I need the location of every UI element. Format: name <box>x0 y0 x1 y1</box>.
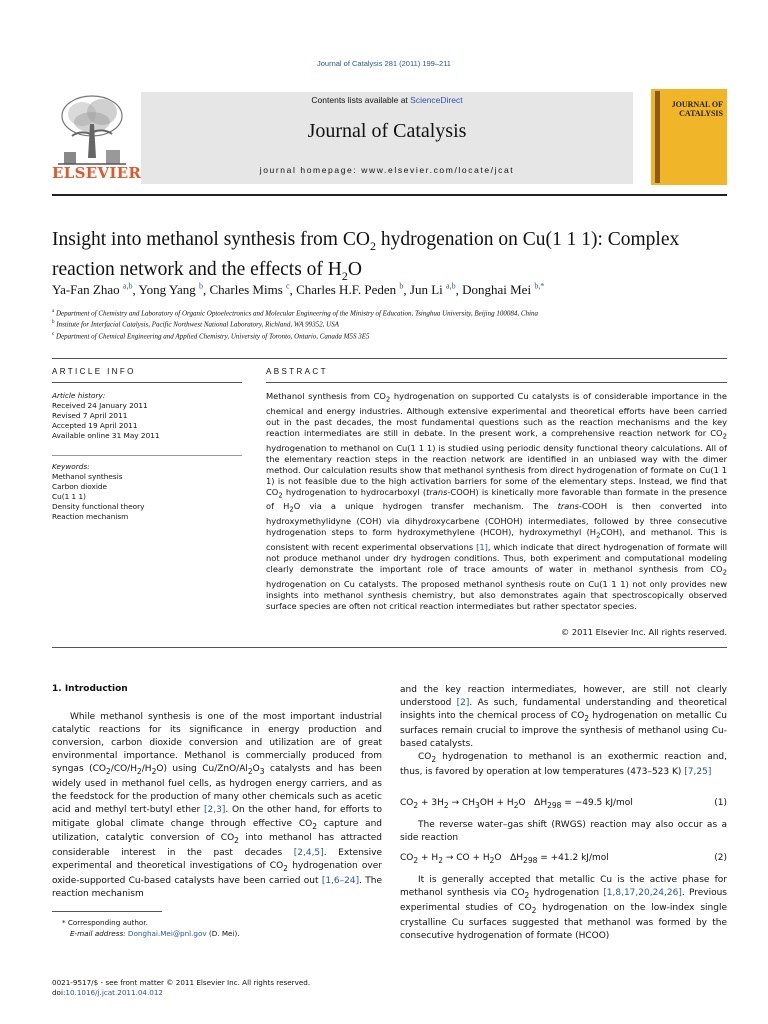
sub: 2 <box>136 767 142 777</box>
sub: 3 <box>475 800 480 810</box>
text: . The reaction mechanism <box>52 876 382 900</box>
elsevier-logo[interactable] <box>52 92 142 184</box>
paragraph <box>400 874 727 943</box>
eq-text: ΔH <box>510 853 524 863</box>
text: . Previous experimental studies of CO <box>400 888 727 913</box>
text: hydrogenation over oxide-supported Cu-based catalysts have been carried out <box>52 861 382 887</box>
email-link[interactable]: Donghai.Mei@pnl.gov <box>127 928 207 938</box>
eq-text: + 3H <box>418 798 444 808</box>
sub: 298 <box>523 855 538 865</box>
sub: 2 <box>278 491 283 500</box>
intro-right-column-3 <box>400 874 727 943</box>
intro-right-column-2 <box>400 819 727 845</box>
text: /H <box>141 764 152 775</box>
text: CO <box>418 752 432 763</box>
sub: 2 <box>722 568 727 577</box>
affiliation-text: Department of Chemistry and Laboratory of Organic Optoelectronics and Molecular Engineering of the Ministry of Education, Tsinghua University, Beijing 100084, China <box>55 309 538 318</box>
title-part: hydrogenation on Cu(1 1 1): Complex reaction network and the effects of H <box>52 229 680 280</box>
author-list: Ya-Fan Zhao $^{a,b}$, Yong Yang $^b$, Charles Mims $^c$, Charles H.F. Peden $^b$, Jun Li $^{a,b}$, Donghai Mei $^{b,*}$ <box>52 282 545 298</box>
citation-link[interactable]: [1] <box>476 541 488 552</box>
keyword-item: Density functional theory <box>52 502 145 511</box>
eq-text: O <box>518 798 526 808</box>
sub: 2 <box>524 890 530 900</box>
author[interactable] <box>139 282 203 297</box>
author-sup: b,* <box>534 282 545 291</box>
sub: 2 <box>106 767 111 777</box>
text: hydrogenation to methanol is an exothermic reaction and, thus, is favored by operation at low temperatures (473–523 K) <box>400 752 727 778</box>
author[interactable] <box>296 282 403 297</box>
sub: 2 <box>489 855 495 865</box>
sub: 2 <box>283 864 288 874</box>
citation-link[interactable]: [2] <box>456 698 470 709</box>
eq-text: → CO + H <box>442 853 490 863</box>
footnote-rule <box>52 911 162 912</box>
eq-text: = −49.5 kJ/mol <box>561 798 633 808</box>
section-heading: 1. Introduction <box>52 684 128 694</box>
author-name: Ya-Fan Zhao <box>52 282 120 298</box>
journal-reference[interactable]: Journal of Catalysis 281 (2011) 199–211 <box>317 59 451 68</box>
sub: 2 <box>385 395 391 404</box>
sub: 2 <box>234 836 239 846</box>
author[interactable] <box>209 282 289 297</box>
author-name: Yong Yang <box>138 282 196 298</box>
affiliation-key: a <box>52 309 55 314</box>
equation-1 <box>400 798 727 810</box>
intro-right-column <box>400 684 727 779</box>
journal-homepage[interactable]: journal homepage: www.elsevier.com/locate/jcat <box>259 165 515 175</box>
affiliations <box>52 307 727 341</box>
elsevier-tree-icon <box>58 94 126 166</box>
history-item: Received 24 January 2011 <box>52 401 148 410</box>
text: hydrogenation on metallic Cu surfaces remain crucial to improve the synthesis of methanol using Cu-based catalysts. <box>400 711 727 750</box>
sub: 2 <box>596 531 601 540</box>
affiliation-key: c <box>52 331 55 337</box>
affiliation-item <box>52 330 727 341</box>
sub: 2 <box>513 800 519 810</box>
paragraph <box>400 751 727 779</box>
text: O) using Cu/ZnO/Al <box>156 764 248 775</box>
author-name: Charles Mims <box>209 282 283 298</box>
equation-number: (1) <box>714 798 727 808</box>
title-sub: 2 <box>369 238 376 253</box>
citation-link[interactable]: [2,3] <box>204 805 226 816</box>
article-history <box>52 391 242 441</box>
paragraph <box>52 711 382 902</box>
sub: 2 <box>431 755 437 765</box>
history-label: Article history: <box>52 391 106 400</box>
sub: 298 <box>547 800 562 810</box>
abstract-text: Methanol synthesis from CO <box>266 391 386 401</box>
title-part: Insight into methanol synthesis from CO <box>52 229 370 250</box>
article-title <box>52 228 727 288</box>
text: hydrogenation <box>529 888 604 899</box>
sciencedirect-link[interactable]: ScienceDirect <box>410 95 463 105</box>
citation-link[interactable]: [1,8,17,20,24,26] <box>603 888 682 899</box>
affiliation-key: b <box>52 320 55 326</box>
author[interactable] <box>462 282 544 297</box>
sub: 2 <box>151 767 157 777</box>
abstract-text: hydrogenation to methanol on Cu(1 1 1) is studied using periodic density functional theory calculations. All of the elementary reaction steps in the reaction network are identified in an unbiased way with the dimer method. Our calculation results show that methanol synthesis from direct hydrogenation of formate on Cu(1 1 1) is not feasible due to the high activation barriers for some of the elementary steps. Instead, we find that CO <box>266 442 727 497</box>
text: into methanol has attracted considerable interest in the past decades <box>52 833 382 859</box>
abstract-text: , which indicate that direct hydrogenation of formate will not produce methanol under dry hydrogen conditions. Thus, both experiment and computational modeling clearly demonstrate the important role of trace amounts of water in methanol synthesis from CO <box>266 541 727 574</box>
abstract-text: hydrogenation to hydrocarboxyl ( <box>282 486 427 497</box>
email-suffix: (D. Mei). <box>206 928 240 938</box>
author-sup: b <box>198 282 203 291</box>
eq-text: + H <box>418 853 439 863</box>
equation-2 <box>400 853 727 865</box>
keyword-item: Methanol synthesis <box>52 472 123 481</box>
journal-cover[interactable] <box>651 89 727 185</box>
text: . On the other hand, for efforts to mitigate global climate change through effective CO <box>52 805 382 829</box>
sub: 2 <box>312 821 317 831</box>
text: capture and utilization, catalytic conversion of CO <box>52 818 382 844</box>
info-top-rule <box>52 358 727 359</box>
eq-text: O <box>494 853 502 863</box>
abstract-text: -COOH is then converted into hydroxymethylidyne (COH) via dihydroxycarbene (COHOH) intermediates, followed by three consecutive hydrogenation steps to form hydroxymethylene (HCOH), hydroxymethyl (H <box>266 501 727 538</box>
eq-text: CO <box>400 853 414 863</box>
citation-link[interactable]: [2,4,5] <box>293 848 324 859</box>
sub: 2 <box>247 767 253 777</box>
author-name: Jun Li <box>409 282 443 298</box>
abstract-bottom-rule <box>52 647 727 648</box>
text: hydrogenation on the low-index single crystalline Cu surfaces suggested that methanol was formed by the consecutive hydrogenation of formate (HCOO) <box>400 902 727 941</box>
text: While methanol synthesis is one of the most important industrial catalytic reactions for its significance in energy production and conversion, carbon dioxide conversion and utilization are of great environmental importance. Methanol is commercially produced from syngas (CO <box>52 712 382 775</box>
abstract-text: hydrogenation on Cu catalysts. The proposed methanol synthesis route on Cu(1 1 1) not only provides new insights into methanol synthesis chemistry, but also demonstrates again that spectroscopically observed surface species are often not critical reaction intermediates but rather spectator species. <box>266 578 727 611</box>
abstract-text: hydrogenation on supported Cu catalysts is of considerable importance in the chemical and energy industries. Although extensive experimental and theoretical efforts have been carried out in the past decades, the most fundamental questions such as the reaction mechanisms and the key reaction intermediates are still in debate. In the present work, a comprehensive reaction network for CO <box>266 391 727 438</box>
eq-text: CO <box>400 798 414 808</box>
text: catalysts and has been widely used in methanol fuel cells, as hydrogen energy carriers, and as the feedstock for the production of many other chemicals such as acetic acid and methyl tert-butyl ether <box>52 764 382 816</box>
info-heading-rule <box>52 382 242 383</box>
abstract-italic: trans <box>426 486 448 497</box>
eq-text: → CH <box>448 798 476 808</box>
author-sup: a,b <box>122 282 133 291</box>
keyword-item: Reaction mechanism <box>52 512 129 521</box>
author[interactable] <box>410 282 456 297</box>
footnote <box>52 918 382 939</box>
contents-line <box>141 95 633 105</box>
sub: 2 <box>413 800 419 810</box>
bottom-info <box>52 978 382 998</box>
affiliation-text: Institute for Interfacial Catalysis, Pacific Northwest National Laboratory, Richland, WA 99352, USA <box>56 320 339 329</box>
author[interactable] <box>52 282 132 297</box>
abstract-heading-rule <box>266 382 727 383</box>
elsevier-wordmark: ELSEVIER <box>52 164 142 182</box>
sub: 2 <box>531 905 537 915</box>
abstract-text: -COOH) is kinetically more favorable than formate in the presence of H <box>266 486 727 512</box>
text: /CO/H <box>110 764 137 775</box>
copyright: © 2011 Elsevier Inc. All rights reserved. <box>560 627 727 637</box>
title-sub: 2 <box>341 268 348 283</box>
title-part: O <box>347 258 362 280</box>
sub: 3 <box>259 767 265 777</box>
affiliation-text: Department of Chemical Engineering and Applied Chemistry, University of Toronto, Ontario, Canada M5S 3E5 <box>55 331 370 340</box>
text: It is generally accepted that metallic Cu is the active phase for methanol synthesis via CO <box>400 875 727 899</box>
abstract-text: COH), and methanol. This is consistent with recent experimental observations <box>266 527 727 552</box>
keywords <box>52 462 242 522</box>
text: . Extensive experimental and theoretical investigations of CO <box>52 848 382 872</box>
author-sup: c <box>286 282 290 291</box>
paragraph: The reverse water–gas shift (RWGS) reaction may also occur as a side reaction <box>400 820 727 844</box>
author-sup: a,b <box>446 282 456 291</box>
text: O <box>252 764 260 775</box>
author-sup: b <box>399 282 404 291</box>
keyword-item: Carbon dioxide <box>52 482 107 491</box>
cover-title-line1: JOURNAL OF <box>671 100 723 109</box>
cover-title-line2: CATALYSIS <box>679 109 723 118</box>
eq-text: ΔH <box>534 798 548 808</box>
header-rule <box>52 194 727 196</box>
sub: 2 <box>438 855 443 865</box>
eq-text: = +41.2 kJ/mol <box>537 853 609 863</box>
issn-line: 0021-9517/$ - see front matter © 2011 Elsevier Inc. All rights reserved. <box>52 978 311 987</box>
cover-title <box>655 100 723 118</box>
text: and the key reaction intermediates, however, are still not clearly understood <box>400 685 727 709</box>
sub: 2 <box>584 713 590 723</box>
citation-link[interactable]: [1,6–24] <box>321 876 360 887</box>
citation-link[interactable]: [7,25] <box>684 767 712 778</box>
abstract-italic: trans <box>557 501 579 512</box>
history-item: Available online 31 May 2011 <box>52 431 160 440</box>
journal-masthead <box>141 92 633 184</box>
abstract-body <box>266 391 727 612</box>
doi-label: doi: <box>52 988 66 997</box>
journal-title: Journal of Catalysis <box>307 120 467 142</box>
history-item: Accepted 19 April 2011 <box>52 421 138 430</box>
contents-prefix: Contents lists available at <box>311 95 411 105</box>
doi-link[interactable]: 10.1016/j.jcat.2011.04.012 <box>65 988 163 997</box>
abstract-heading: ABSTRACT <box>266 367 328 376</box>
email-label: E-mail address: <box>70 928 128 938</box>
affiliation-item <box>52 307 727 318</box>
article-info-heading: ARTICLE INFO <box>52 367 136 376</box>
author-name: Donghai Mei <box>462 282 532 298</box>
keyword-item: Cu(1 1 1) <box>52 492 86 501</box>
corresponding-author: * Corresponding author. <box>62 918 148 927</box>
intro-left-column <box>52 711 382 902</box>
affiliation-item <box>52 318 727 329</box>
eq-text: OH + H <box>479 798 514 808</box>
sub: 2 <box>413 855 419 865</box>
history-item: Revised 7 April 2011 <box>52 411 128 420</box>
paragraph <box>400 684 727 751</box>
sub: 2 <box>722 432 727 441</box>
text: . As such, fundamental understanding and theoretical insights into the chemical process of CO <box>400 698 727 722</box>
equation-number: (2) <box>714 853 727 863</box>
sub: 2 <box>289 506 294 515</box>
abstract-text: O via a unique hydrogen transfer mechanism. The <box>293 501 558 512</box>
author-name: Charles H.F. Peden <box>296 282 397 298</box>
history-rule <box>52 455 242 456</box>
keywords-label: Keywords: <box>52 462 90 471</box>
sub: 2 <box>443 800 449 810</box>
